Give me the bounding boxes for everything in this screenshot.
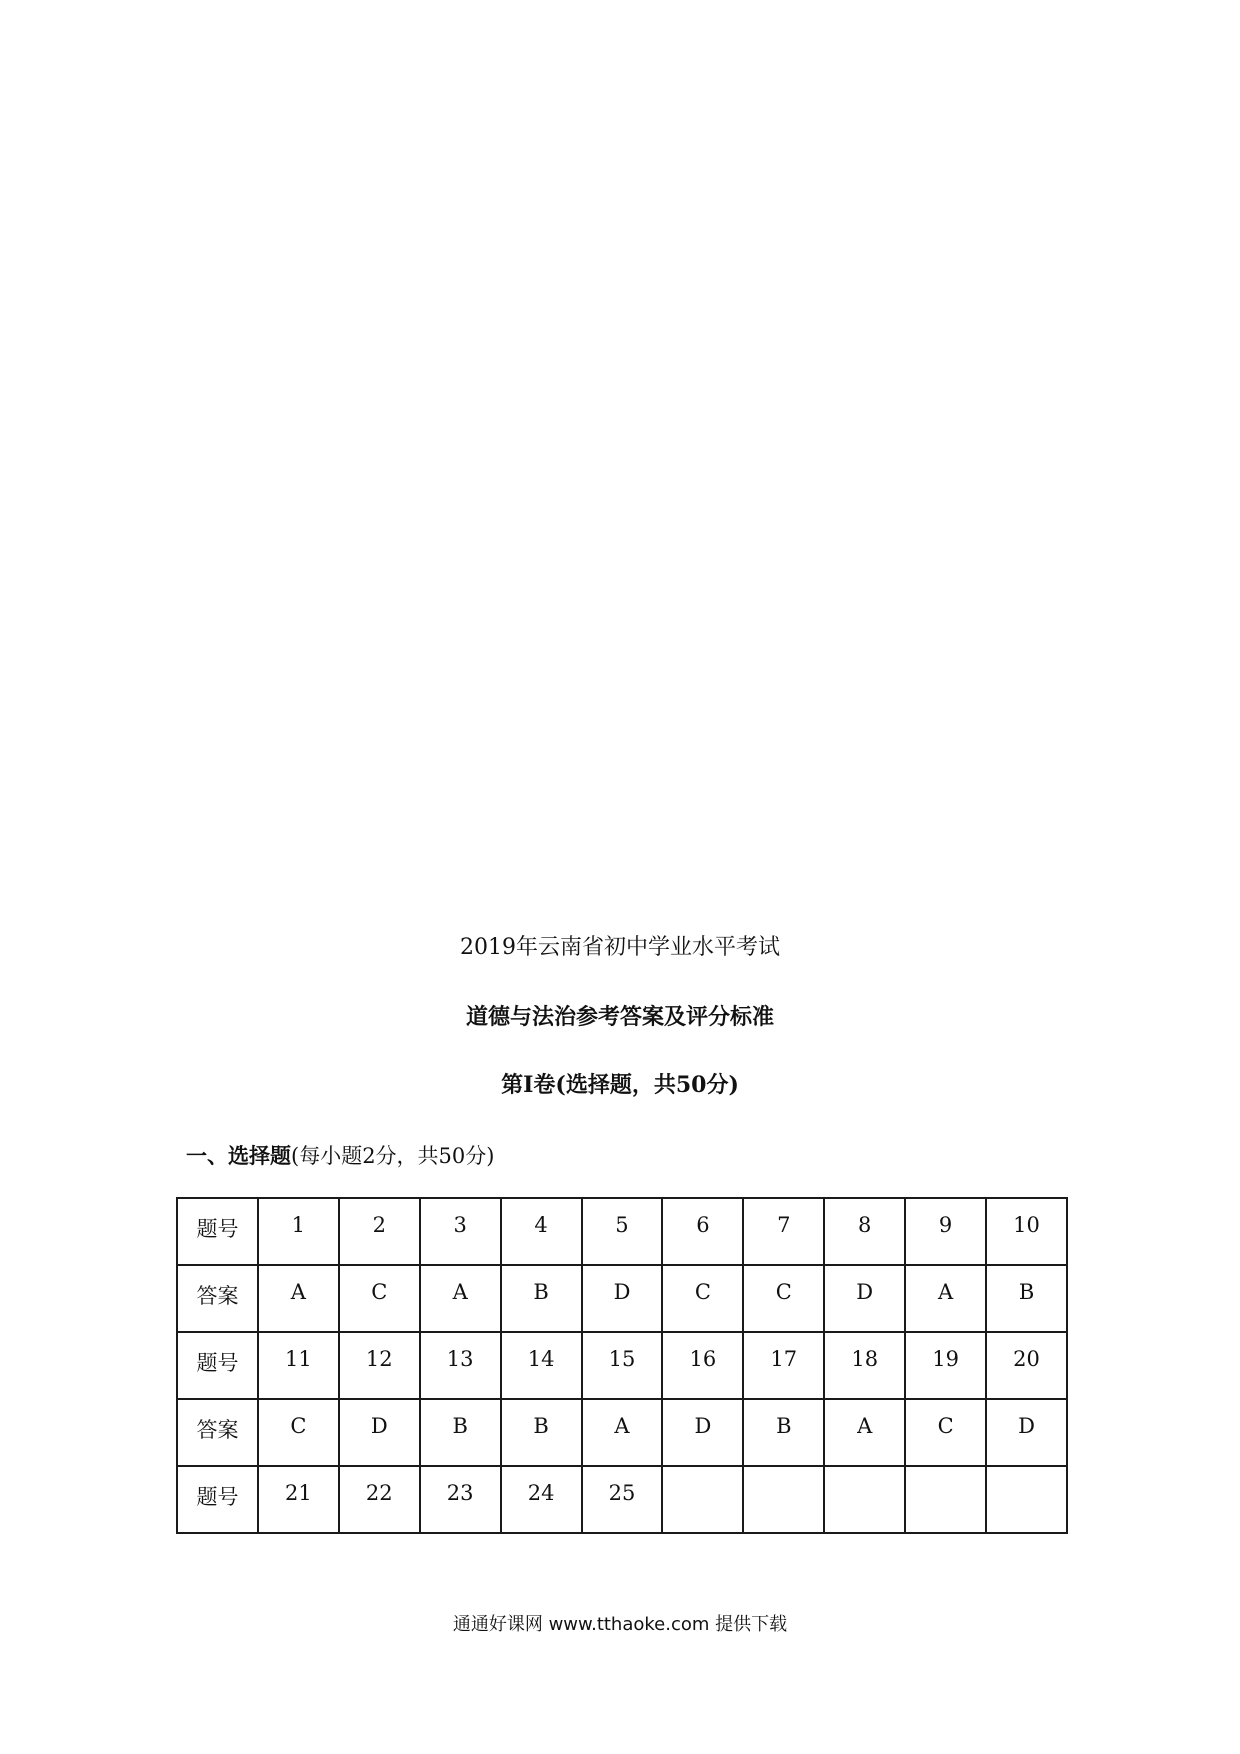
table-cell: 6 xyxy=(662,1198,743,1265)
table-cell: D xyxy=(986,1399,1067,1466)
table-cell: B xyxy=(501,1265,582,1332)
table-cell: 19 xyxy=(905,1332,986,1399)
table-cell: 17 xyxy=(743,1332,824,1399)
subject-title: 道德与法治参考答案及评分标准 xyxy=(465,1004,774,1030)
section-heading-label: 一、选择题 xyxy=(186,1143,291,1168)
table-cell: 21 xyxy=(258,1466,339,1533)
table-cell: 11 xyxy=(258,1332,339,1399)
exam-title: 2019年云南省初中学业水平考试 xyxy=(460,935,780,960)
row-label: 题号 xyxy=(177,1332,258,1399)
table-cell: D xyxy=(339,1399,420,1466)
table-cell: C xyxy=(905,1399,986,1466)
table-row xyxy=(177,1332,1067,1399)
table-cell: 7 xyxy=(743,1198,824,1265)
table-cell: 15 xyxy=(582,1332,663,1399)
footer-download-note: 通通好课网 www.tthaoke.com 提供下载 xyxy=(452,1614,788,1635)
table-cell: 12 xyxy=(339,1332,420,1399)
table-cell: 3 xyxy=(420,1198,501,1265)
section-heading-note: (每小题2分，共50分) xyxy=(291,1144,495,1168)
table-cell: 9 xyxy=(905,1198,986,1265)
table-cell xyxy=(986,1466,1067,1533)
row-label: 答案 xyxy=(177,1265,258,1332)
table-cell: 4 xyxy=(501,1198,582,1265)
table-cell xyxy=(824,1466,905,1533)
row-label: 答案 xyxy=(177,1399,258,1466)
section-heading xyxy=(186,1140,494,1170)
table-cell: B xyxy=(986,1265,1067,1332)
table-cell: 25 xyxy=(582,1466,663,1533)
table-cell: A xyxy=(582,1399,663,1466)
table-row xyxy=(177,1466,1067,1533)
table-cell: 18 xyxy=(824,1332,905,1399)
table-cell: 20 xyxy=(986,1332,1067,1399)
table-cell: 14 xyxy=(501,1332,582,1399)
table-cell: 1 xyxy=(258,1198,339,1265)
table-cell: D xyxy=(824,1265,905,1332)
table-cell: D xyxy=(582,1265,663,1332)
table-row xyxy=(177,1265,1067,1332)
volume-title: 第Ⅰ卷(选择题，共50分) xyxy=(501,1072,739,1098)
table-cell: 22 xyxy=(339,1466,420,1533)
table-cell: 13 xyxy=(420,1332,501,1399)
row-label: 题号 xyxy=(177,1198,258,1265)
table-row xyxy=(177,1399,1067,1466)
table-cell: 8 xyxy=(824,1198,905,1265)
table-cell: C xyxy=(662,1265,743,1332)
answer-table xyxy=(176,1197,1068,1534)
answer-table-body xyxy=(177,1198,1067,1533)
table-cell: A xyxy=(905,1265,986,1332)
table-cell: B xyxy=(420,1399,501,1466)
table-row xyxy=(177,1198,1067,1265)
table-cell: C xyxy=(258,1399,339,1466)
table-cell: 5 xyxy=(582,1198,663,1265)
table-cell xyxy=(743,1466,824,1533)
table-cell: 23 xyxy=(420,1466,501,1533)
table-cell: C xyxy=(743,1265,824,1332)
table-cell: 24 xyxy=(501,1466,582,1533)
table-cell: A xyxy=(824,1399,905,1466)
table-cell xyxy=(905,1466,986,1533)
table-cell: 10 xyxy=(986,1198,1067,1265)
table-cell: B xyxy=(501,1399,582,1466)
row-label: 题号 xyxy=(177,1466,258,1533)
table-cell: A xyxy=(420,1265,501,1332)
table-cell: D xyxy=(662,1399,743,1466)
table-cell: A xyxy=(258,1265,339,1332)
table-cell: B xyxy=(743,1399,824,1466)
table-cell: 2 xyxy=(339,1198,420,1265)
table-cell: 16 xyxy=(662,1332,743,1399)
table-cell: C xyxy=(339,1265,420,1332)
table-cell xyxy=(662,1466,743,1533)
